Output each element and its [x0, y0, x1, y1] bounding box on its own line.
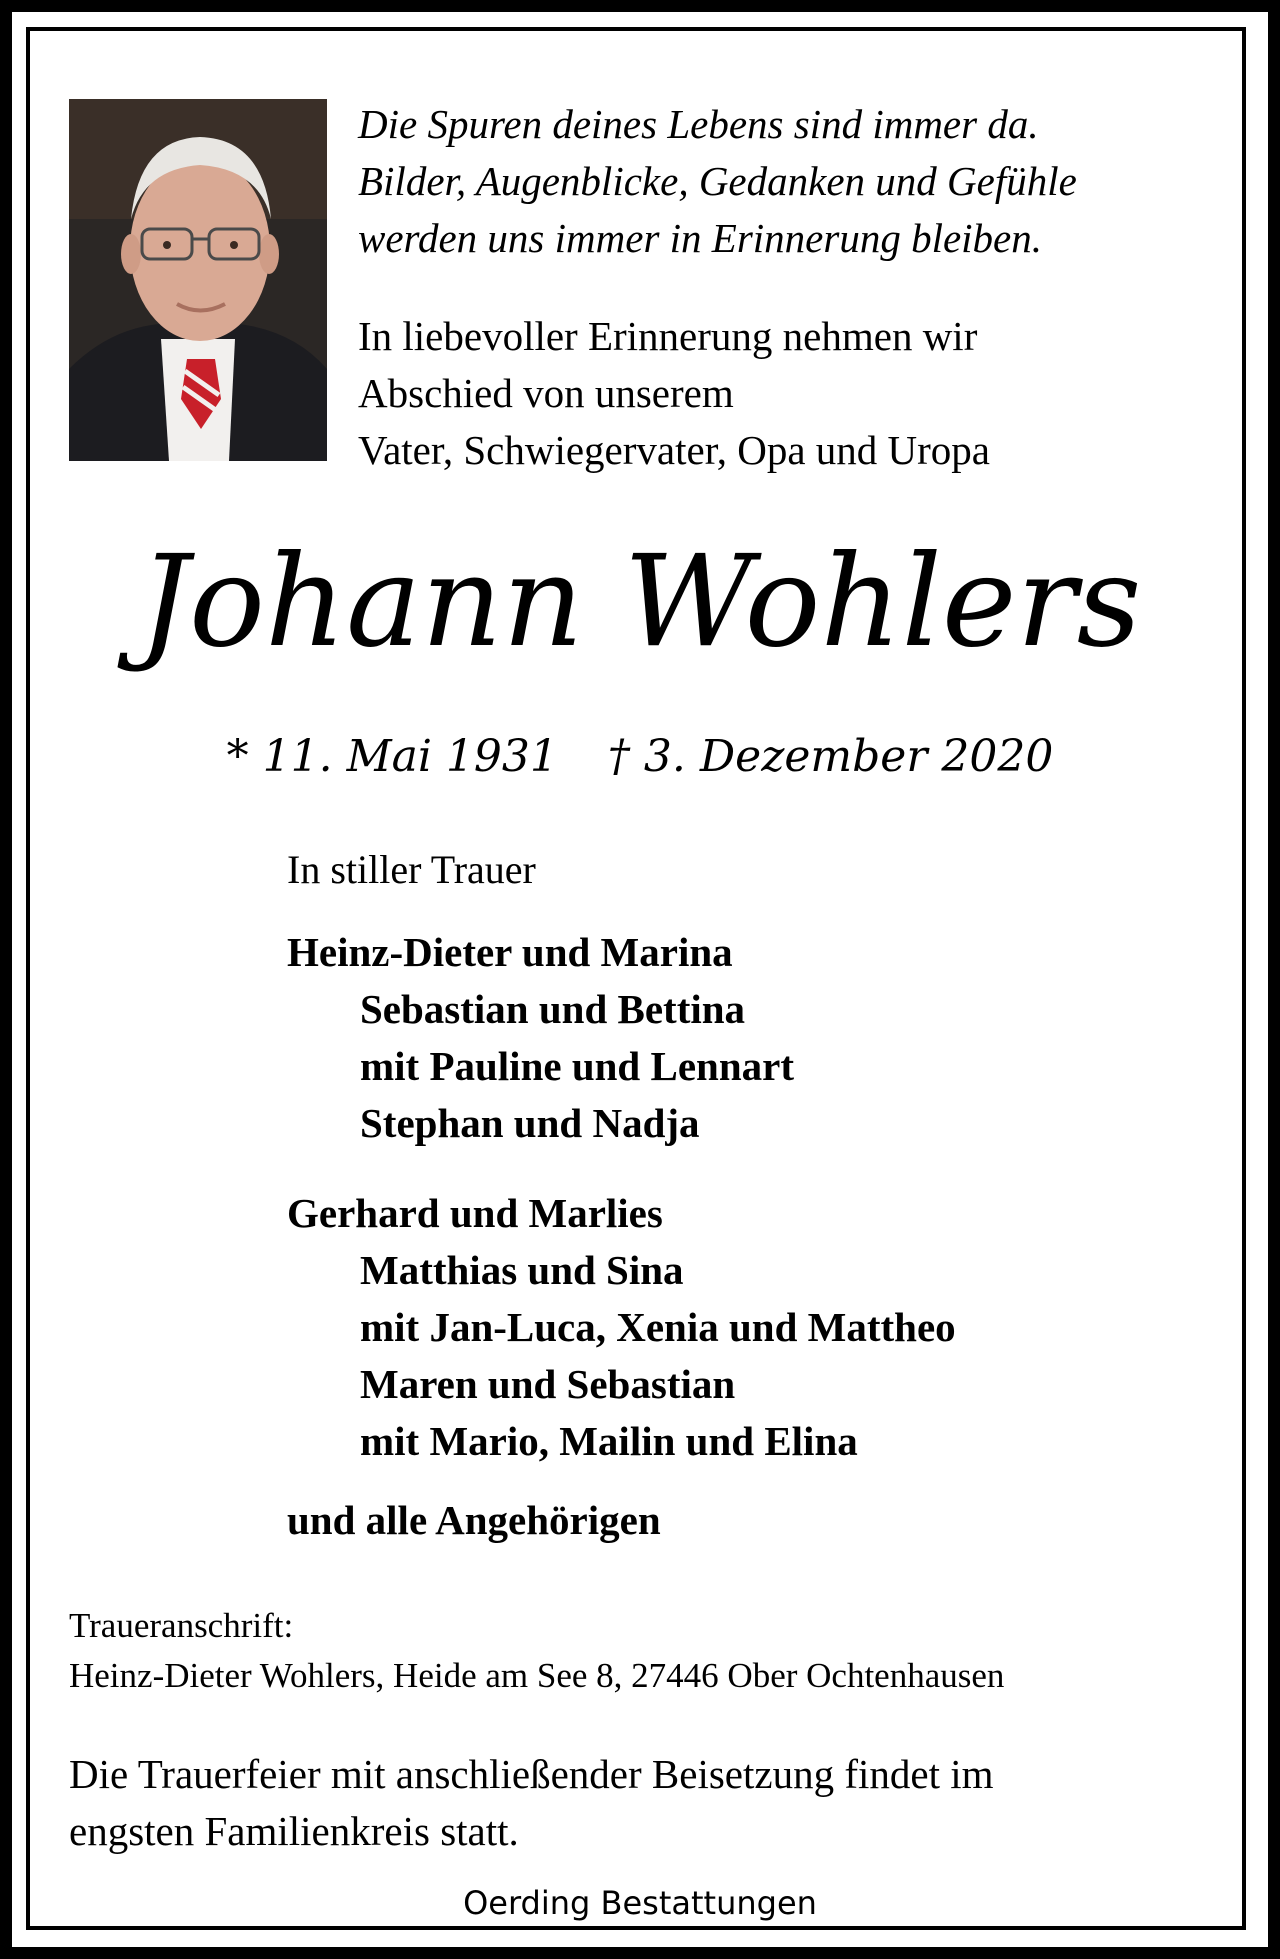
quote-line: Die Spuren deines Lebens sind immer da. — [358, 101, 1039, 147]
notice-line: Die Trauerfeier mit anschließender Beisetzung findet im — [69, 1751, 994, 1797]
family-head: Heinz-Dieter und Marina — [287, 929, 733, 975]
address-label: Traueranschrift: — [69, 1606, 294, 1645]
family-member: mit Mario, Mailin und Elina — [360, 1418, 858, 1464]
family-group — [287, 1185, 1187, 1470]
funeral-notice — [69, 1746, 1229, 1860]
family-head: Gerhard und Marlies — [287, 1190, 663, 1236]
obituary-sheet — [12, 12, 1268, 1947]
family-member: mit Jan-Luca, Xenia und Mattheo — [360, 1304, 956, 1350]
family-member: mit Pauline und Lennart — [360, 1043, 794, 1089]
farewell-intro — [358, 308, 1238, 479]
intro-line: Abschied von unserem — [358, 370, 734, 416]
life-dates — [12, 727, 1268, 787]
mourning-address: Heinz-Dieter Wohlers, Heide am See 8, 27446 Ober Ochtenhausen — [69, 1656, 1005, 1695]
portrait-illustration — [69, 99, 327, 461]
intro-line: Vater, Schwiegervater, Opa und Uropa — [358, 427, 990, 473]
family-member: Maren und Sebastian — [360, 1361, 736, 1407]
mourning-heading: In stiller Trauer — [287, 847, 536, 892]
family-group — [287, 924, 1187, 1152]
birth-date: * 11. Mai 1931 — [226, 731, 558, 782]
family-member: Matthias und Sina — [360, 1247, 684, 1293]
other-relatives: und alle Angehörigen — [287, 1497, 661, 1543]
quote-line: Bilder, Augenblicke, Gedanken und Gefühle — [358, 158, 1077, 204]
undertaker-name: Oerding Bestattungen — [463, 1884, 817, 1922]
family-member: Sebastian und Bettina — [360, 986, 746, 1032]
intro-line: In liebevoller Erinnerung nehmen wir — [358, 313, 978, 359]
memorial-quote — [358, 96, 1238, 267]
death-date: † 3. Dezember 2020 — [607, 731, 1054, 782]
notice-line: engsten Familienkreis statt. — [69, 1808, 519, 1854]
family-member: Stephan und Nadja — [360, 1100, 700, 1146]
deceased-name: Johann Wohlers — [138, 528, 1142, 675]
quote-line: werden uns immer in Erinnerung bleiben. — [358, 215, 1043, 261]
portrait-photo — [69, 99, 327, 461]
